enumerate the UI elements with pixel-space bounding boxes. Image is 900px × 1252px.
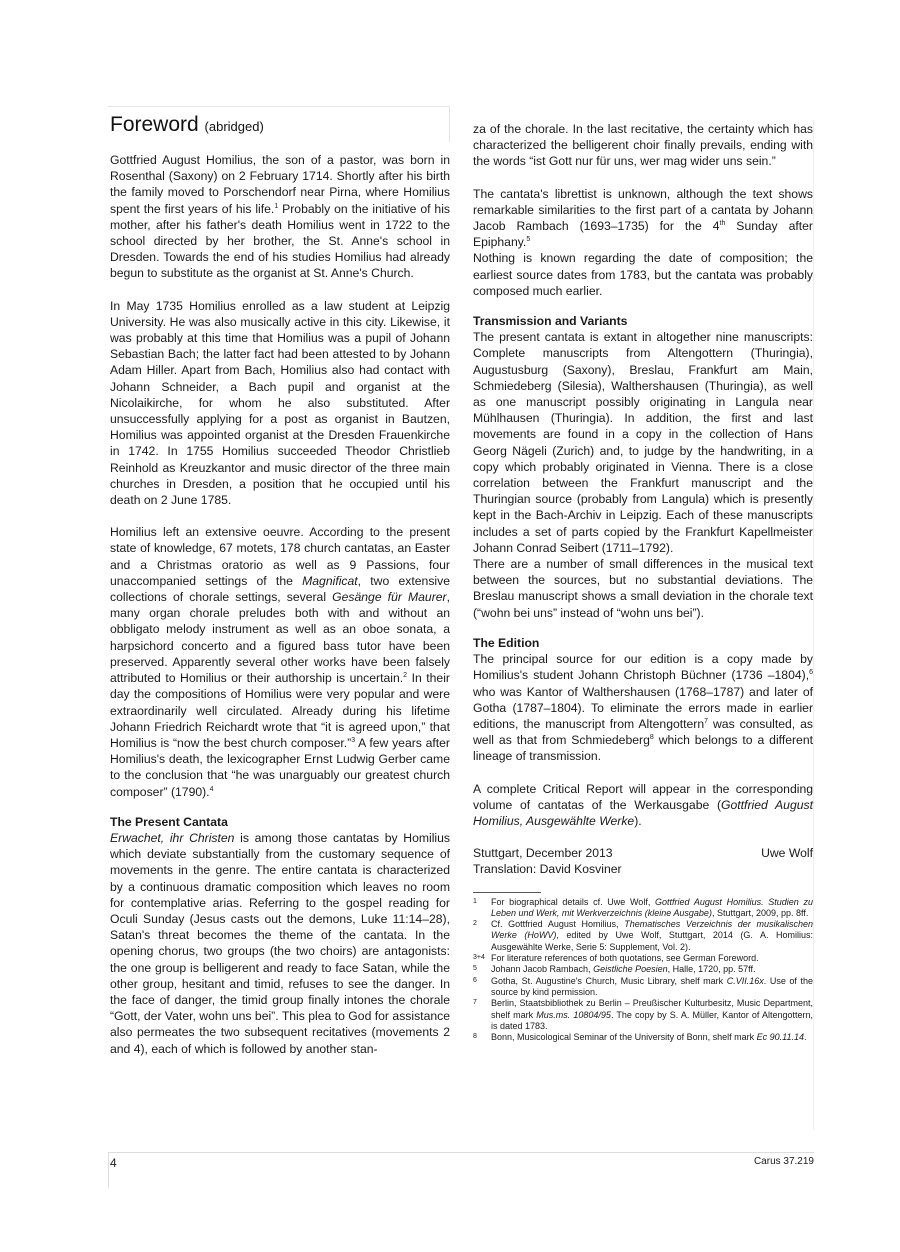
footnote: 2 Cf. Gottfried August Homilius, Thematisches Verzeichnis der musikalischen Werke (HoWV), edited by Uwe Wolf, Stuttgart, 2014 (G. A. Homilius: Ausgewählte Werke, Serie 5: Supplement, Vol. 2). <box>473 919 813 952</box>
footnote-ref: 7 <box>704 717 709 725</box>
footnote: 3+4 For literature references of both quotations, see German Foreword. <box>473 953 759 964</box>
right-column <box>473 121 813 1043</box>
paragraph-biography: Gottfried August Homilius, the son of a pastor, was born in Rosenthal (Saxony) on 2 February 1714. Shortly after his birth the family moved to Porschendorf near Pirna, where Homilius spent the first years of his life.$^1$ Probably on the initiative of his mother, after his father's death Homilius went in 1722 to the school directed by her brother, the St. Anne's school in Dresden. Towards the end of his studies Homilius had already begun to substitute as the organist at St. Anne's Church. <box>110 153 450 281</box>
signature-line <box>473 845 813 861</box>
title-subtitle: (abridged) <box>204 119 264 134</box>
catalog-number: Carus 37.219 <box>753 1156 814 1167</box>
footnote: 8 Bonn, Musicological Seminar of the University of Bonn, shelf mark Ec 90.11.14. <box>473 1032 807 1043</box>
page-title <box>110 112 264 140</box>
paragraph-oeuvre: Homilius left an extensive oeuvre. According to the present state of knowledge, 67 motets, 178 church cantatas, an Easter and a Christmas oratorio as well as 9 Passions, four unaccompanied settings of the Magnificat, two extensive collections of chorale settings, several Gesänge für Maurer, many organ chorale preludes both with and without an obbligato melody instrument as well as an oboe sonata, a harpsichord concerto and a figured bass tutor have been preserved. Apparently several other works have been falsely attributed to Homilius or their authorship is uncertain.$^2$ In their day the compositions of Homilius were very popular and were extraordinarily well circulated. Already during his lifetime Johann Friedrich Reichardt wrote that “it is agreed upon,” that Homilius is “now the best church composer.”$^3$ A few years after Homilius's death, the lexicographer Ernst Ludwig Gerber came to the conclusion that “he was unarguably our greatest church composer” (1790).$^4$ <box>110 525 450 799</box>
page-number: 4 <box>110 1156 117 1170</box>
heading-present-cantata: The Present Cantata <box>110 814 228 829</box>
paragraph-last-recitative: za of the chorale. In the last recitative, the certainty which has characterized the belligerent choir finally prevails, ending with the words “ist Gott nur für uns, wer mag wider uns sein.” <box>473 122 813 169</box>
title-main: Foreword <box>110 113 199 136</box>
footer-frame <box>108 1152 109 1188</box>
footnote-divider <box>473 892 541 893</box>
footer-rule <box>108 1152 814 1153</box>
paragraph-differences: There are a number of small differences in the musical text between the sources, but no substantial deviations. The Breslau manuscript shows a small deviation in the chorale text (“wohn bei uns” instead of “wohn uns bei”). <box>473 557 813 620</box>
paragraph-leipzig: In May 1735 Homilius enrolled as a law student at Leipzig University. He was also musically active in this city. Likewise, it was probably at this time that Homilius was a pupil of Johann Sebastian Bach; the latter fact had been attested to by Johann Adam Hiller. Apart from Bach, Homilius also had contact with Johann Schneider, a Bach pupil and organist at the Nicolaikirche, for whom he also substituted. After unsuccessfully applying for a post as organist in Bautzen, Homilius was appointed organist at the Dresden Frauenkirche in 1742. In 1755 Homilius succeeded Theodor Christlieb Reinhold as Kreuzkantor and music director of the three main churches in Dresden, a position that he occupied until his death on 2 June 1785. <box>110 298 450 508</box>
footnote-ref: 8 <box>649 734 654 742</box>
paragraph-source: The principal source for our edition is a copy made by Homilius's student Johann Christoph Büchner (1736 –1804),$^6$ who was Kantor of Walthershausen (1768–1787) and later of Gotha (1787–1804). To eliminate the errors made in earlier editions, the manuscript from Altengottern$^7$ was consulted, as well as that from Schmiedeberg$^8$ which belongs to a different lineage of transmission. <box>473 652 813 764</box>
translation-credit: Translation: David Kosviner <box>473 862 622 877</box>
footnote: 1 For biographical details cf. Uwe Wolf, Gottfried August Homilius. Studien zu Leben und Werk, mit Werkverzeichnis (kleine Ausgabe), Stuttgart, 2009, pp. 8ff. <box>473 896 813 918</box>
signature-author: Uwe Wolf <box>761 846 813 861</box>
right-page-edge <box>813 120 814 1130</box>
footnote-ref: 6 <box>809 669 813 677</box>
footnote-ref: 2 <box>403 672 408 680</box>
footnote-ref: 5 <box>526 236 531 244</box>
paragraph-date: Nothing is known regarding the date of composition; the earliest source dates from 1783, but the cantata was probably composed much earlier. <box>473 251 813 298</box>
footnote: 5 Johann Jacob Rambach, Geistliche Poesien, Halle, 1720, pp. 57ff. <box>473 964 756 975</box>
signature-place-date: Stuttgart, December 2013 <box>473 846 613 861</box>
paragraph-cantata: Erwachet, ihr Christen is among those cantatas by Homilius which deviate substantially from the customary sequence of movements in the genre. The entire cantata is characterized by a continuous dramatic composition which leaves no room for contemplative arias. Referring to the gospel reading for Oculi Sunday (Jesus casts out the demons, Luke 11:14–28), Satan's threat becomes the theme of the cantata. In the opening chorus, two groups (the two choirs) are antagonists: the one group is belligerent and ready to face Satan, while the other group, hesitant and timid, refuses to see the danger. In the face of danger, the timid group finally intones the chorale “Gott, der Vater, wohn uns bei”. This plea to God for assistance also permeates the two subsequent recitatives (movements 2 and 4), each of which is followed by another stan- <box>110 830 450 1056</box>
paragraph-librettist: The cantata's librettist is unknown, although the text shows remarkable similarities to the first part of a cantata by Johann Jacob Rambach (1693–1735) for the 4th Sunday after Epiphany.$^5$ <box>473 186 813 250</box>
footnote-ref: 3 <box>351 736 356 744</box>
footnote-ref: 1 <box>274 202 279 210</box>
footnote-ref: 4 <box>209 785 214 793</box>
footnote: 6 Gotha, St. Augustine's Church, Music Library, shelf mark C.VII.16x. Use of the source by kind permission. <box>473 975 813 997</box>
heading-edition: The Edition <box>473 635 540 650</box>
footnote: 7 Berlin, Staatsbibliothek zu Berlin – Preußischer Kulturbesitz, Music Department, shelf mark Mus.ms. 10804/95. The copy by S. A. Müller, Kantor of Altengottern, is dated 1783. <box>473 998 813 1031</box>
paragraph-manuscripts: The present cantata is extant in altogether nine manuscripts: Complete manuscripts from Altengottern (Thuringia), Augustusburg (Saxony), Breslau, Frankfurt am Main, Schmiedeberg (Silesia), Walthershausen (Thuringia), as well as one manuscript possibly originating in Langula near Mühlhausen (Thuringia). In addition, the first and last movements are found in a copy in the collection of Hans Georg Nägeli (Zurich) and, to judge by the handwriting, in a copy which probably originated in Vienna. There is a close correlation between the Frankfurt manuscript and the Thuringian source (probably from Langula) which is presently kept in the Bach-Archiv in Leipzig. Each of these manuscripts includes a set of parts copied by the Frankfurt Kapellmeister Johann Conrad Seibert (1711–1792). <box>473 330 813 555</box>
footnotes <box>473 897 813 1044</box>
heading-transmission: Transmission and Variants <box>473 314 628 329</box>
left-column <box>110 152 450 1057</box>
paragraph-critical-report: A complete Critical Report will appear in the corresponding volume of cantatas of the Werkausgabe (Gottfried August Homilius, Ausgewählte Werke). <box>473 781 813 828</box>
